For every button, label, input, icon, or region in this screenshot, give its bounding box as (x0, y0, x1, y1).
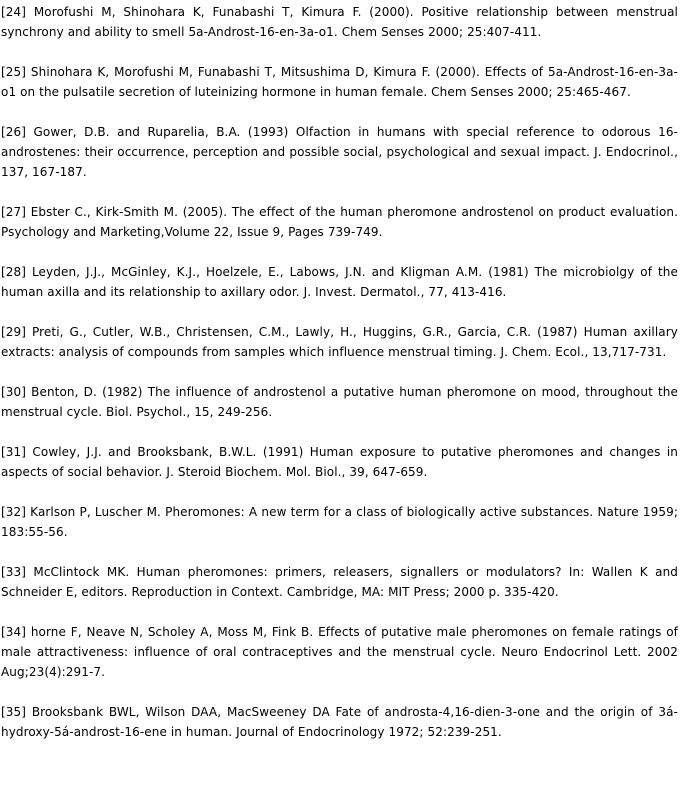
reference-34: [34] horne F, Neave N, Scholey A, Moss M, Fink B. Effects of putative male pheromones on female ratings of male attractiveness: influence of oral contraceptives and the menstrual cycle. Neuro Endocrinol Lett. 2002 Aug;23(4):291-7. (1, 625, 678, 679)
reference-31: [31] Cowley, J.J. and Brooksbank, B.W.L. (1991) Human exposure to putative pheromones and changes in aspects of social behavior. J. Steroid Biochem. Mol. Biol., 39, 647-659. (1, 445, 678, 479)
reference-35: [35] Brooksbank BWL, Wilson DAA, MacSweeney DA Fate of androsta-4,16-dien-3-one and the origin of 3á-hydroxy-5á-androst-16-ene in human. Journal of Endocrinology 1972; 52:239-251. (1, 705, 678, 739)
reference-33: [33] McClintock MK. Human pheromones: primers, releasers, signallers or modulators? In: Wallen K and Schneider E, editors. Reproduction in Context. Cambridge, MA: MIT Press; 2000 p. 335-420. (1, 565, 678, 599)
reference-29: [29] Preti, G., Cutler, W.B., Christensen, C.M., Lawly, H., Huggins, G.R., Garcia, C.R. (1987) Human axillary extracts: analysis of compounds from samples which influence menstrual timing. J. Chem. Ecol., 13,717-731. (1, 325, 678, 359)
reference-28: [28] Leyden, J.J., McGinley, K.J., Hoelzele, E., Labows, J.N. and Kligman A.M. (1981) The microbiolgy of the human axilla and its relationship to axillary odor. J. Invest. Dermatol., 77, 413-416. (1, 265, 678, 299)
reference-30: [30] Benton, D. (1982) The influence of androstenol a putative human pheromone on mood, throughout the menstrual cycle. Biol. Psychol., 15, 249-256. (1, 385, 678, 419)
reference-26: [26] Gower, D.B. and Ruparelia, B.A. (1993) Olfaction in humans with special reference to odorous 16-androstenes: their occurrence, perception and possible social, psychological and sexual impact. J. Endocrinol., 137, 167-187. (1, 125, 678, 179)
reference-32: [32] Karlson P, Luscher M. Pheromones: A new term for a class of biologically active substances. Nature 1959; 183:55-56. (1, 505, 678, 539)
reference-list (1, 2, 678, 762)
reference-24: [24] Morofushi M, Shinohara K, Funabashi T, Kimura F. (2000). Positive relationship between menstrual synchrony and ability to smell 5a-Androst-16-en-3a-o1. Chem Senses 2000; 25:407-411. (1, 5, 678, 39)
reference-25: [25] Shinohara K, Morofushi M, Funabashi T, Mitsushima D, Kimura F. (2000). Effects of 5a-Androst-16-en-3a-o1 on the pulsatile secretion of luteinizing hormone in human female. Chem Senses 2000; 25:465-467. (1, 65, 678, 99)
reference-27: [27] Ebster C., Kirk-Smith M. (2005). The effect of the human pheromone androstenol on product evaluation. Psychology and Marketing,Volume 22, Issue 9, Pages 739-749. (1, 205, 678, 239)
